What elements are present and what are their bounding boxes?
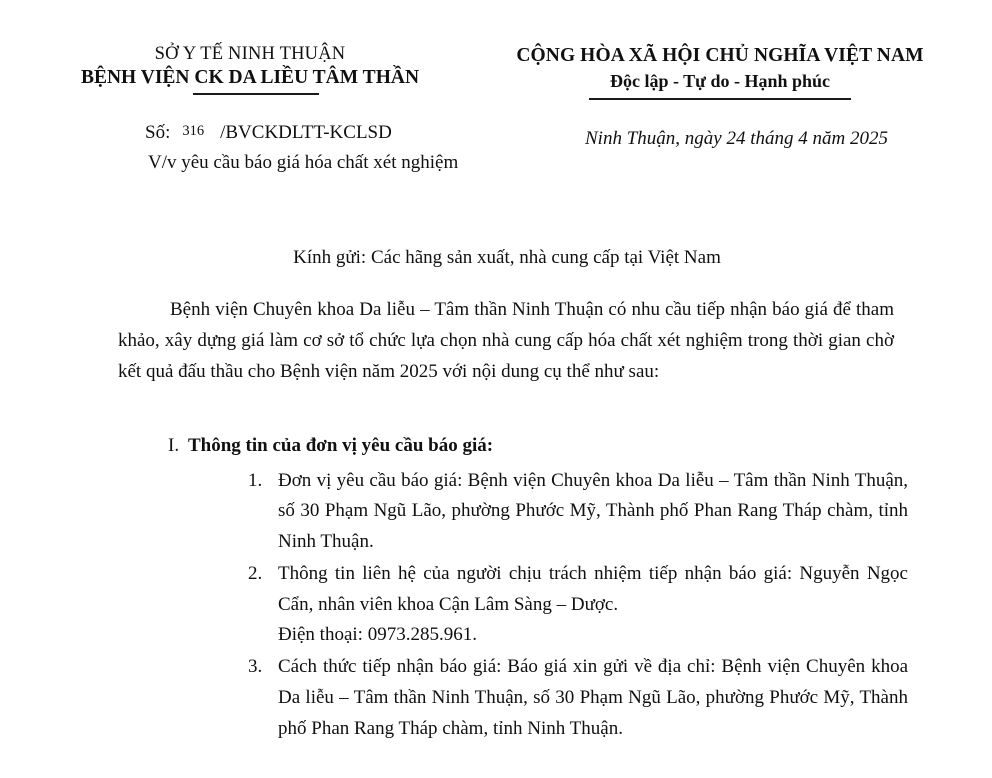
document-number-label: Số: — [145, 122, 171, 143]
header-left-block — [0, 44, 470, 95]
list-item-phone-line: Điện thoại: 0973.285.961. — [278, 624, 477, 646]
organization-name — [81, 66, 419, 95]
document-number-value: 316 — [182, 123, 205, 139]
place-and-date: Ninh Thuận, ngày 24 tháng 4 năm 2025 — [585, 128, 888, 149]
motto-underline-rule — [589, 98, 851, 100]
organization-name-text: BỆNH VIỆN CK DA LIỀU TÂM THẦN — [80, 66, 420, 88]
list-item-text: Cách thức tiếp nhận báo giá: Báo giá xin gửi về địa chỉ: Bệnh viện Chuyên khoa Da liễu – Tâm thần Ninh Thuận, số 30 Phạm Ngũ Lão, phường Phước Mỹ, Thành phố Phan Rang Tháp chàm, tỉnh Ninh Thuận. — [278, 656, 908, 739]
list-item — [248, 652, 908, 744]
document-header — [0, 44, 992, 100]
national-motto: Độc lập - Tự do - Hạnh phúc — [609, 71, 831, 92]
document-number-code: /BVCKDLTT-KCLSD — [220, 122, 392, 143]
section-1-heading: Thông tin của đơn vị yêu cầu báo giá: — [188, 435, 494, 456]
list-item — [248, 559, 908, 651]
section-1-item-list — [118, 466, 908, 745]
list-item-text — [278, 559, 908, 651]
section-1-numeral: I. — [168, 435, 180, 456]
list-item-main-text: Thông tin liên hệ của người chịu trách nhiệm tiếp nhận báo giá: Nguyễn Ngọc Cẩn, nhân viên khoa Cận Lâm Sàng – Dược. — [278, 562, 908, 615]
list-item — [248, 466, 908, 558]
intro-paragraph: Bệnh viện Chuyên khoa Da liễu – Tâm thần Ninh Thuận có nhu cầu tiếp nhận báo giá để tham khảo, xây dựng giá làm cơ sở tổ chức lựa chọn nhà cung cấp hóa chất xét nghiệm trong thời gian chờ kết quả đấu thầu cho Bệnh viện năm 2025 với nội dung cụ thể như sau: — [118, 299, 894, 382]
header-right-block — [470, 44, 992, 100]
document-subject: V/v yêu cầu báo giá hóa chất xét nghiệm — [148, 152, 459, 173]
supervising-authority: SỞ Y TẾ NINH THUẬN — [154, 44, 346, 64]
section-1 — [118, 432, 908, 745]
national-title: CỘNG HÒA XÃ HỘI CHỦ NGHĨA VIỆT NAM — [516, 45, 924, 66]
recipient-line: Kính gửi: Các hãng sản xuất, nhà cung cấp tại Việt Nam — [293, 247, 721, 268]
list-item-marker: 3. — [248, 656, 263, 678]
section-1-header — [118, 432, 908, 461]
document-number-line — [145, 122, 392, 144]
organization-underline-rule — [193, 93, 319, 95]
list-item-marker: 2. — [248, 562, 263, 584]
list-item-marker: 1. — [248, 469, 263, 491]
list-item-text: Đơn vị yêu cầu báo giá: Bệnh viện Chuyên khoa Da liễu – Tâm thần Ninh Thuận, số 30 Phạm Ngũ Lão, phường Phước Mỹ, Thành phố Phan Rang Tháp chàm, tỉnh Ninh Thuận. — [278, 469, 908, 553]
